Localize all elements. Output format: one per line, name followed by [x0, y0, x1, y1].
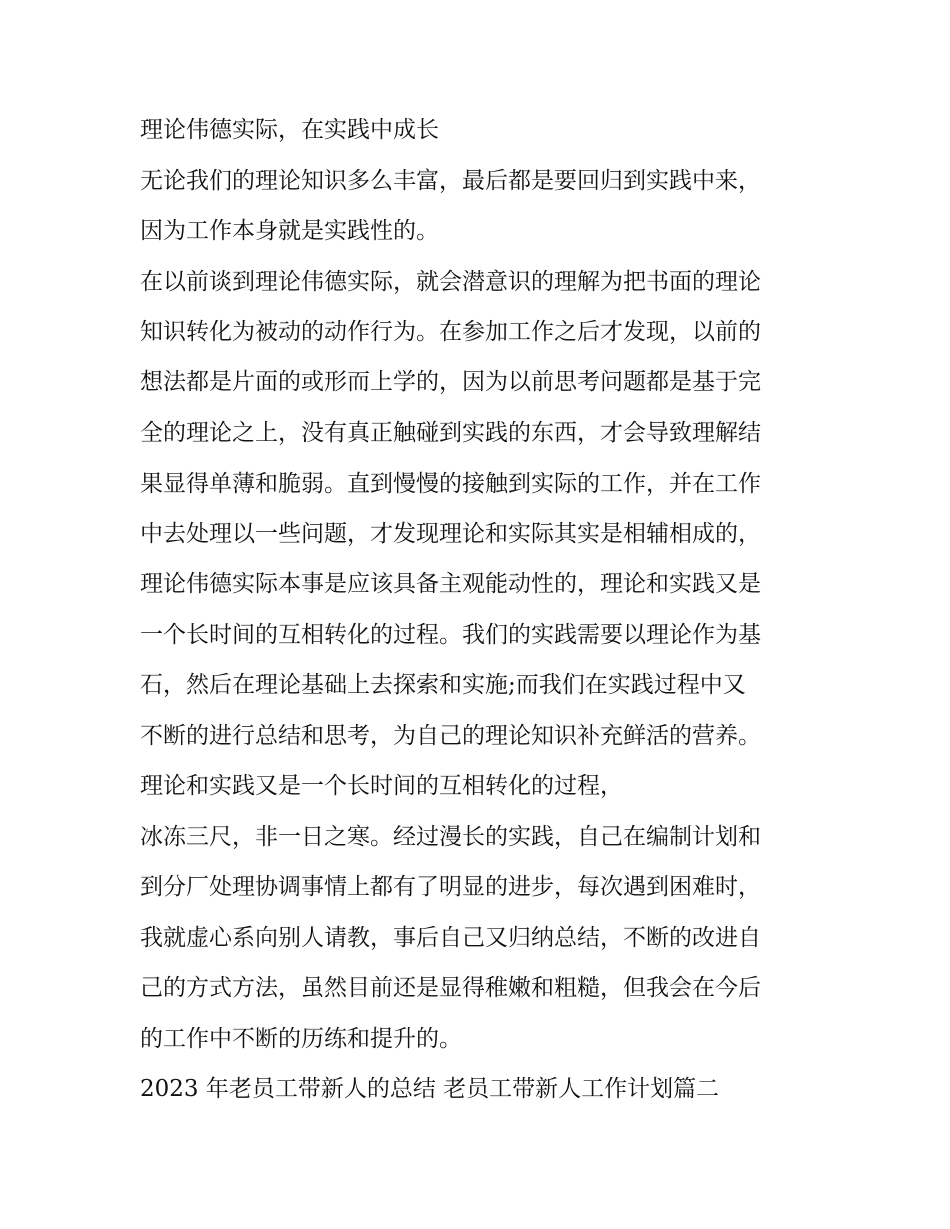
- section-heading: 2023 年老员工带新人的总结 老员工带新人工作计划篇二: [140, 1076, 720, 1102]
- text-line: 到分厂处理协调事情上都有了明显的进步，每次遇到困难时，: [140, 874, 761, 900]
- text-line: 冰冻三尺，非一日之寒。经过漫长的实践，自己在编制计划和: [140, 824, 761, 850]
- text-line: 知识转化为被动的动作行为。在参加工作之后才发现，以前的: [140, 319, 761, 345]
- text-line: 果显得单薄和脆弱。直到慢慢的接触到实际的工作，并在工作: [140, 471, 761, 497]
- text-line: 石，然后在理论基础上去探索和实施;而我们在实践过程中又: [140, 672, 746, 698]
- text-line: 因为工作本身就是实践性的。: [140, 218, 439, 244]
- text-line: 的工作中不断的历练和提升的。: [140, 1026, 462, 1052]
- text-line: 我就虚心系向别人请教，事后自己又归纳总结，不断的改进自: [140, 925, 761, 951]
- section-heading: 理论伟德实际，在实践中成长: [140, 117, 439, 143]
- text-line: 中去处理以一些问题，才发现理论和实际其实是相辅相成的，: [140, 521, 761, 547]
- text-line: 理论和实践又是一个长时间的互相转化的过程，: [140, 773, 623, 799]
- text-line: 无论我们的理论知识多么丰富，最后都是要回归到实践中来，: [140, 168, 761, 194]
- text-line: 一个长时间的互相转化的过程。我们的实践需要以理论作为基: [140, 622, 761, 648]
- text-line: 不断的进行总结和思考，为自己的理论知识补充鲜活的营养。: [140, 723, 761, 749]
- text-line: 全的理论之上，没有真正触碰到实践的东西，才会导致理解结: [140, 420, 761, 446]
- text-line: 在以前谈到理论伟德实际，就会潜意识的理解为把书面的理论: [140, 269, 761, 295]
- text-line: 理论伟德实际本事是应该具备主观能动性的，理论和实践又是: [140, 571, 761, 597]
- text-line: 己的方式方法，虽然目前还是显得稚嫩和粗糙，但我会在今后: [140, 975, 761, 1001]
- text-line: 想法都是片面的或形而上学的，因为以前思考问题都是基于完: [140, 369, 761, 395]
